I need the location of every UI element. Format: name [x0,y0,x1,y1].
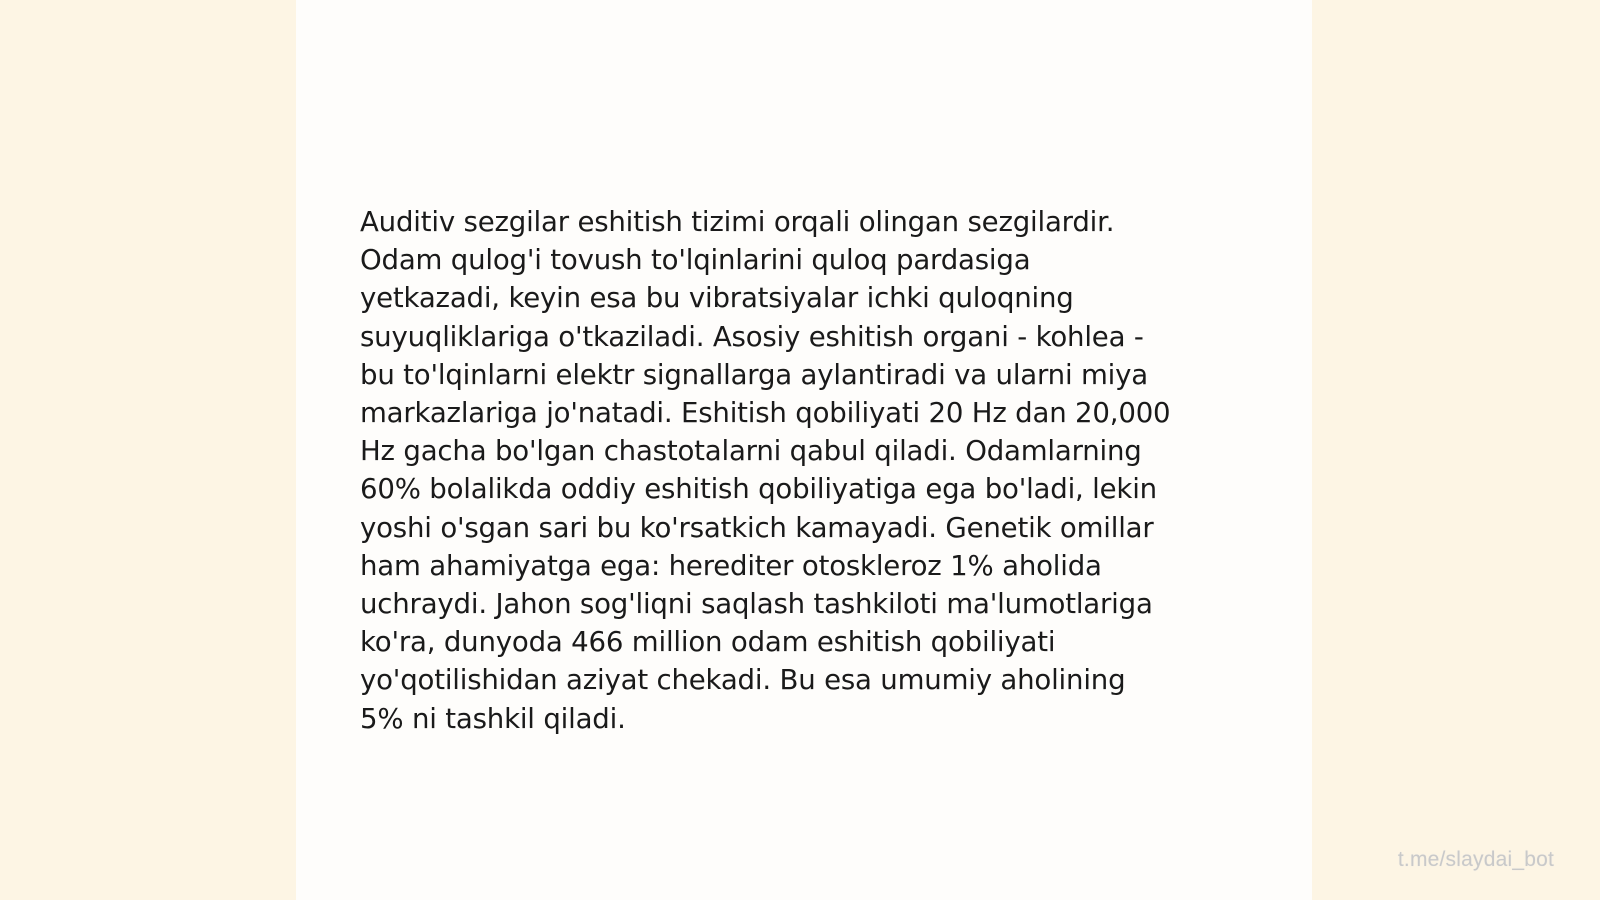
watermark-text: t.me/slaydai_bot [1397,848,1554,871]
body-paragraph: Auditiv sezgilar eshitish tizimi orqali olingan sezgilardir. Odam qulog'i tovush to'lqinlarini quloq pardasiga yetkazadi, keyin esa bu vibratsiyalar ichki quloqning suyuqliklariga o'tkaziladi. Asosiy eshitish organi - kohlea - bu to'lqinlarni elektr signallarga aylantiradi va ularni miya markazlariga jo'natadi. Eshitish qobiliyati 20 Hz dan 20,000 Hz gacha bo'lgan chastotalarni qabul qiladi. Odamlarning 60% bolalikda oddiy eshitish qobiliyatiga ega bo'ladi, lekin yoshi o'sgan sari bu ko'rsatkich kamayadi. Genetik omillar ham ahamiyatga ega: herediter otoskleroz 1% aholida uchraydi. Jahon sog'liqni saqlash tashkiloti ma'lumotlariga ko'ra, dunyoda 466 million odam eshitish qobiliyati yo'qotilishidan aziyat chekadi. Bu esa umumiy aholining 5% ni tashkil qiladi. [360,205,1171,735]
slide-panel [296,0,1312,900]
right-background-band [1312,0,1600,900]
left-background-band [0,0,296,900]
